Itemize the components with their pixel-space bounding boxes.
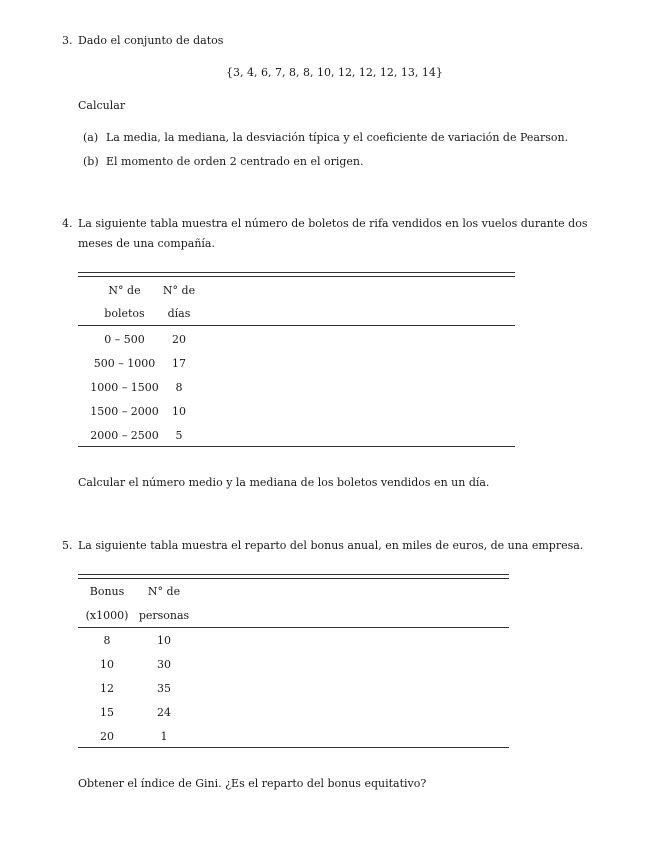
table-cell: 8 (103, 634, 111, 647)
problem-statement: Dado el conjunto de datos (78, 34, 224, 47)
table-cell: 10 (157, 634, 171, 647)
header-cell: boletos (104, 307, 145, 320)
table-cell: 1 (160, 730, 168, 743)
table-cell: 35 (157, 682, 171, 695)
item-b-label: (b) (83, 155, 99, 168)
problem-number: 4. (62, 217, 73, 230)
header-cell: N° de (147, 585, 181, 598)
table-cell: 1500 – 2000 (90, 405, 159, 418)
problem-number: 3. (62, 34, 73, 47)
header-cell: (x1000) (85, 609, 129, 622)
follow-up-question: Obtener el índice de Gini. ¿Es el reparto del bonus equitativo? (78, 777, 427, 790)
follow-up-question: Calcular el número medio y la mediana de los boletos vendidos en un día. (78, 476, 490, 489)
table-cell: 20 (100, 730, 114, 743)
table-cell: 8 (175, 381, 183, 394)
table-mid-rule (78, 627, 509, 628)
header-cell: Bonus (89, 585, 125, 598)
header-cell: N° de (108, 284, 141, 297)
table-cell: 20 (172, 333, 186, 346)
header-cell: personas (138, 609, 190, 622)
table-cell: 5 (175, 429, 183, 442)
table-cell: 0 – 500 (104, 333, 145, 346)
table-cell: 10 (172, 405, 186, 418)
instruction: Calcular (78, 99, 126, 112)
table-cell: 10 (100, 658, 114, 671)
data-set: {3, 4, 6, 7, 8, 8, 10, 12, 12, 12, 13, 14} (226, 66, 443, 79)
table-cell: 2000 – 2500 (90, 429, 159, 442)
table-cell: 30 (157, 658, 171, 671)
problem-number: 5. (62, 539, 73, 552)
item-a-label: (a) (83, 131, 99, 144)
item-b-text: El momento de orden 2 centrado en el origen. (106, 155, 364, 168)
table-cell: 1000 – 1500 (90, 381, 159, 394)
header-cell: N° de (162, 284, 196, 297)
header-cell: días (167, 307, 191, 320)
table-cell: 24 (157, 706, 171, 719)
problem-statement-line-2: meses de una compañía. (78, 237, 215, 250)
table-cell: 15 (100, 706, 114, 719)
table-top-rule (78, 276, 515, 277)
table-cell: 12 (100, 682, 114, 695)
table-bottom-rule (78, 747, 509, 748)
table-bottom-rule (78, 446, 515, 447)
problem-statement-line-1: La siguiente tabla muestra el número de boletos de rifa vendidos en los vuelos durante dos (78, 217, 588, 230)
problem-statement: La siguiente tabla muestra el reparto del bonus anual, en miles de euros, de una empresa. (78, 539, 584, 552)
table-mid-rule (78, 325, 515, 326)
table-top-rule (78, 578, 509, 579)
item-a-text: La media, la mediana, la desviación típica y el coeficiente de variación de Pearson. (106, 131, 569, 144)
table-cell: 500 – 1000 (93, 357, 156, 370)
table-top-rule (78, 272, 515, 273)
table-top-rule (78, 574, 509, 575)
table-cell: 17 (172, 357, 186, 370)
